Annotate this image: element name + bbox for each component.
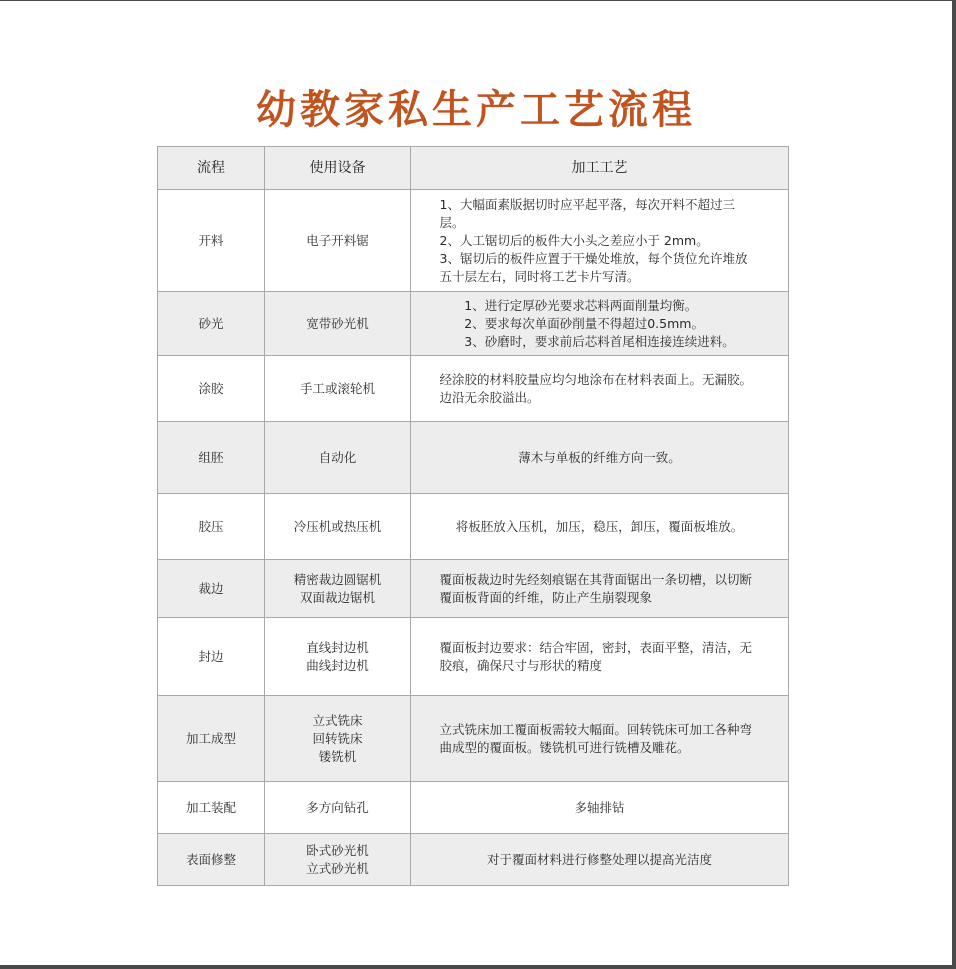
cell-process: 涂胶 (158, 356, 265, 422)
header-process: 流程 (158, 147, 265, 190)
craft-line: 3、锯切后的板件应置于干燥处堆放，每个货位允许堆放五十层左右，同时将工艺卡片写清。 (439, 250, 748, 284)
cell-process: 加工成型 (158, 696, 265, 782)
cell-process: 封边 (158, 618, 265, 696)
cell-craft (411, 292, 789, 356)
header-craft: 加工工艺 (411, 147, 789, 190)
equipment-item: 回转铣床 (312, 730, 363, 746)
table-row (158, 356, 789, 422)
table-row (158, 190, 789, 292)
header-equipment: 使用设备 (265, 147, 411, 190)
cell-craft (411, 494, 789, 560)
craft-line: 覆面板裁边时先经刻痕锯在其背面锯出一条切槽，以切断覆面板背面的纤维，防止产生崩裂现象 (439, 571, 753, 605)
craft-line: 薄木与单板的纤维方向一致。 (518, 449, 681, 465)
cell-equipment (265, 422, 411, 494)
cell-equipment (265, 618, 411, 696)
craft-description (440, 571, 760, 607)
cell-process: 组胚 (158, 422, 265, 494)
craft-description (440, 196, 760, 286)
cell-process: 加工装配 (158, 782, 265, 834)
cell-equipment (265, 834, 411, 886)
equipment-item: 电子开料锯 (306, 232, 369, 248)
equipment-item: 双面裁边锯机 (299, 589, 375, 605)
table-row (158, 494, 789, 560)
craft-description (456, 518, 744, 536)
table-row (158, 292, 789, 356)
cell-craft (411, 782, 789, 834)
table-body (158, 190, 789, 886)
cell-process: 表面修整 (158, 834, 265, 886)
craft-line: 1、大幅面素版据切时应平起平落，每次开料不超过三层。 (439, 196, 735, 230)
cell-craft (411, 618, 789, 696)
equipment-item: 立式铣床 (312, 712, 363, 728)
cell-equipment (265, 356, 411, 422)
cell-process: 胶压 (158, 494, 265, 560)
cell-craft (411, 696, 789, 782)
cell-process: 砂光 (158, 292, 265, 356)
equipment-item: 镂铣机 (318, 748, 357, 764)
equipment-item: 精密裁边圆锯机 (293, 571, 382, 587)
equipment-item: 手工或滚轮机 (299, 380, 375, 396)
craft-description (440, 721, 760, 757)
craft-description (464, 297, 734, 351)
cell-equipment (265, 190, 411, 292)
craft-description (487, 851, 712, 869)
equipment-item: 自动化 (318, 449, 357, 465)
equipment-item: 曲线封边机 (306, 657, 369, 673)
craft-description (574, 799, 624, 817)
equipment-item: 宽带砂光机 (306, 315, 369, 331)
page-title: 幼教家私生产工艺流程 (256, 86, 696, 133)
cell-equipment (265, 560, 411, 618)
craft-line: 经涂胶的材料胶量应均匀地涂布在材料表面上。无漏胶。边沿无余胶溢出。 (439, 371, 753, 405)
craft-line: 3、砂磨时，要求前后芯料首尾相连接连续进料。 (464, 333, 735, 349)
cell-craft (411, 834, 789, 886)
craft-line: 2、人工锯切后的板件大小头之差应小于 2mm。 (439, 232, 709, 248)
craft-description (440, 371, 760, 407)
table-header-row (158, 147, 789, 190)
table-row (158, 782, 789, 834)
cell-equipment (265, 292, 411, 356)
cell-equipment (265, 782, 411, 834)
cell-process: 裁边 (158, 560, 265, 618)
craft-line: 对于覆面材料进行修整处理以提高光洁度 (486, 851, 712, 867)
table-row (158, 696, 789, 782)
process-table (157, 146, 789, 886)
cell-equipment (265, 696, 411, 782)
equipment-item: 立式砂光机 (306, 860, 369, 876)
table-row (158, 834, 789, 886)
equipment-item: 冷压机或热压机 (293, 518, 382, 534)
craft-line: 立式铣床加工覆面板需较大幅面。回转铣床可加工各种弯曲成型的覆面板。镂铣机可进行铣槽及雕花。 (439, 721, 753, 755)
cell-craft (411, 560, 789, 618)
craft-line: 覆面板封边要求：结合牢固，密封，表面平整，清洁，无胶痕，确保尺寸与形状的精度 (439, 639, 753, 673)
equipment-item: 卧式砂光机 (306, 842, 369, 858)
craft-description (518, 449, 681, 467)
cell-craft (411, 422, 789, 494)
cell-equipment (265, 494, 411, 560)
table-row (158, 560, 789, 618)
equipment-item: 多方向钻孔 (306, 799, 369, 815)
craft-line: 2、要求每次单面砂削量不得超过0.5mm。 (464, 315, 704, 331)
craft-line: 多轴排钻 (574, 799, 625, 815)
craft-line: 将板胚放入压机，加压，稳压，卸压，覆面板堆放。 (455, 518, 744, 534)
table-row (158, 618, 789, 696)
cell-craft (411, 356, 789, 422)
table-row (158, 422, 789, 494)
craft-description (440, 639, 760, 675)
cell-process: 开料 (158, 190, 265, 292)
equipment-item: 直线封边机 (306, 639, 369, 655)
cell-craft (411, 190, 789, 292)
craft-line: 1、进行定厚砂光要求芯料两面削量均衡。 (464, 297, 698, 313)
